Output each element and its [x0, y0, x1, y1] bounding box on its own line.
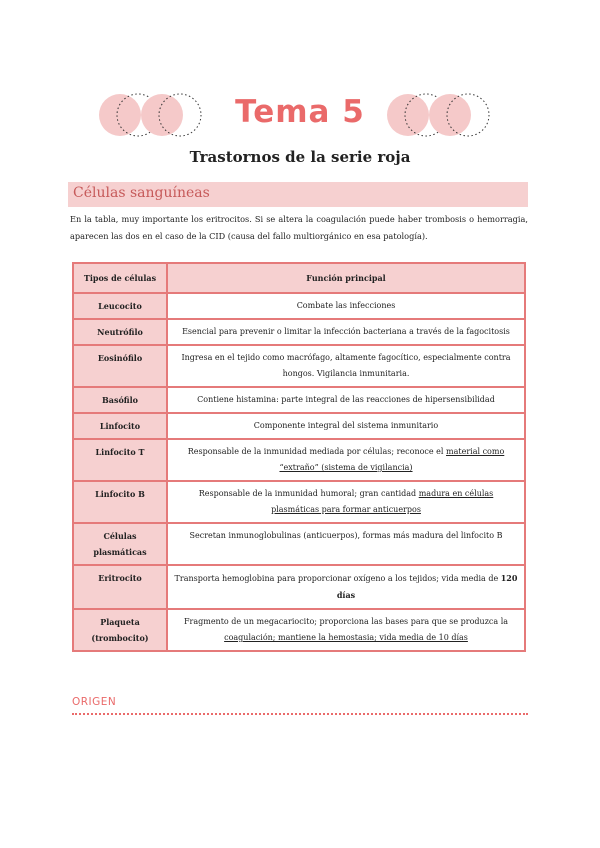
table-row	[73, 293, 525, 319]
function-text: material como “extraño” (sistema de vigilancia)	[279, 447, 505, 472]
cell-type-name: Plaqueta (trombocito)	[73, 609, 167, 651]
cell-type-name: Neutrófilo	[73, 319, 167, 345]
cell-type-name: Linfocito	[73, 413, 167, 439]
next-section	[72, 696, 528, 708]
table-row	[73, 413, 525, 439]
cell-function	[167, 345, 525, 387]
cell-type-name: Linfocito B	[73, 481, 167, 523]
cell-function	[167, 319, 525, 345]
cell-function	[167, 413, 525, 439]
function-text: 120 días	[336, 573, 518, 600]
table-row	[73, 565, 525, 609]
table-row	[73, 319, 525, 345]
function-text: Esencial para prevenir o limitar la infección bacteriana a través de la fagocitosis	[182, 327, 510, 336]
table-row	[73, 439, 525, 481]
function-text: Fragmento de un megacariocito; proporciona las bases para que se produzca la	[183, 617, 509, 626]
section-title: Células sanguíneas	[73, 185, 210, 201]
function-text: Responsable de la inmunidad mediada por células; reconoce el	[187, 447, 447, 456]
function-text: Combate las infecciones	[296, 301, 396, 310]
page-subtitle: Trastornos de la serie roja	[189, 148, 411, 166]
cell-function	[167, 609, 525, 651]
cell-type-name: Leucocito	[73, 293, 167, 319]
table-row	[73, 523, 525, 565]
cell-type-name: Células plasmáticas	[73, 523, 167, 565]
cell-type-name: Eritrocito	[73, 565, 167, 609]
table-row	[73, 481, 525, 523]
function-text: Componente integral del sistema inmunitario	[253, 421, 439, 430]
title-row	[0, 88, 600, 138]
decorative-circles-right	[386, 92, 506, 138]
function-text: Transporta hemoglobina para proporcionar oxígeno a los tejidos; vida media de	[174, 574, 501, 583]
table-row	[73, 387, 525, 413]
table-row	[73, 345, 525, 387]
cell-function	[167, 481, 525, 523]
function-text: Responsable de la inmunidad humoral; gran cantidad	[198, 489, 419, 498]
cell-function	[167, 387, 525, 413]
section-header	[68, 182, 528, 207]
cell-function	[167, 523, 525, 565]
cell-type-name: Linfocito T	[73, 439, 167, 481]
table-header-row	[73, 263, 525, 293]
intro-paragraph: En la tabla, muy importante los eritrocitos. Si se altera la coagulación puede haber trombosis o hemorragia, aparecen las dos en el caso de la CID (causa del fallo multiorgánico en esa patología).	[70, 214, 528, 241]
page-title: Tema 5	[235, 94, 365, 130]
header-cell-type: Tipos de células	[73, 263, 167, 293]
cell-function	[167, 293, 525, 319]
table-row	[73, 609, 525, 651]
function-text: madura en células plasmáticas para formar anticuerpos	[271, 489, 494, 514]
cell-type-name: Eosinófilo	[73, 345, 167, 387]
function-text: Ingresa en el tejido como macrófago, altamente fagocítico, especialmente contra hongos. Vigilancia inmunitaria.	[181, 353, 511, 378]
function-text: Secretan inmunoglobulinas (anticuerpos), formas más madura del linfocito B	[189, 531, 503, 540]
header-cell-function: Función principal	[167, 263, 525, 293]
dotted-divider	[72, 713, 528, 715]
function-text: Contiene histamina: parte integral de las reacciones de hipersensibilidad	[197, 395, 495, 404]
cell-types-table	[72, 262, 526, 652]
cell-type-name: Basófilo	[73, 387, 167, 413]
cell-function	[167, 439, 525, 481]
cell-function	[167, 565, 525, 609]
function-text: coagulación; mantiene la hemostasia; vida media de 10 días	[224, 633, 468, 642]
section-heading-origen: ORIGEN	[72, 696, 117, 708]
